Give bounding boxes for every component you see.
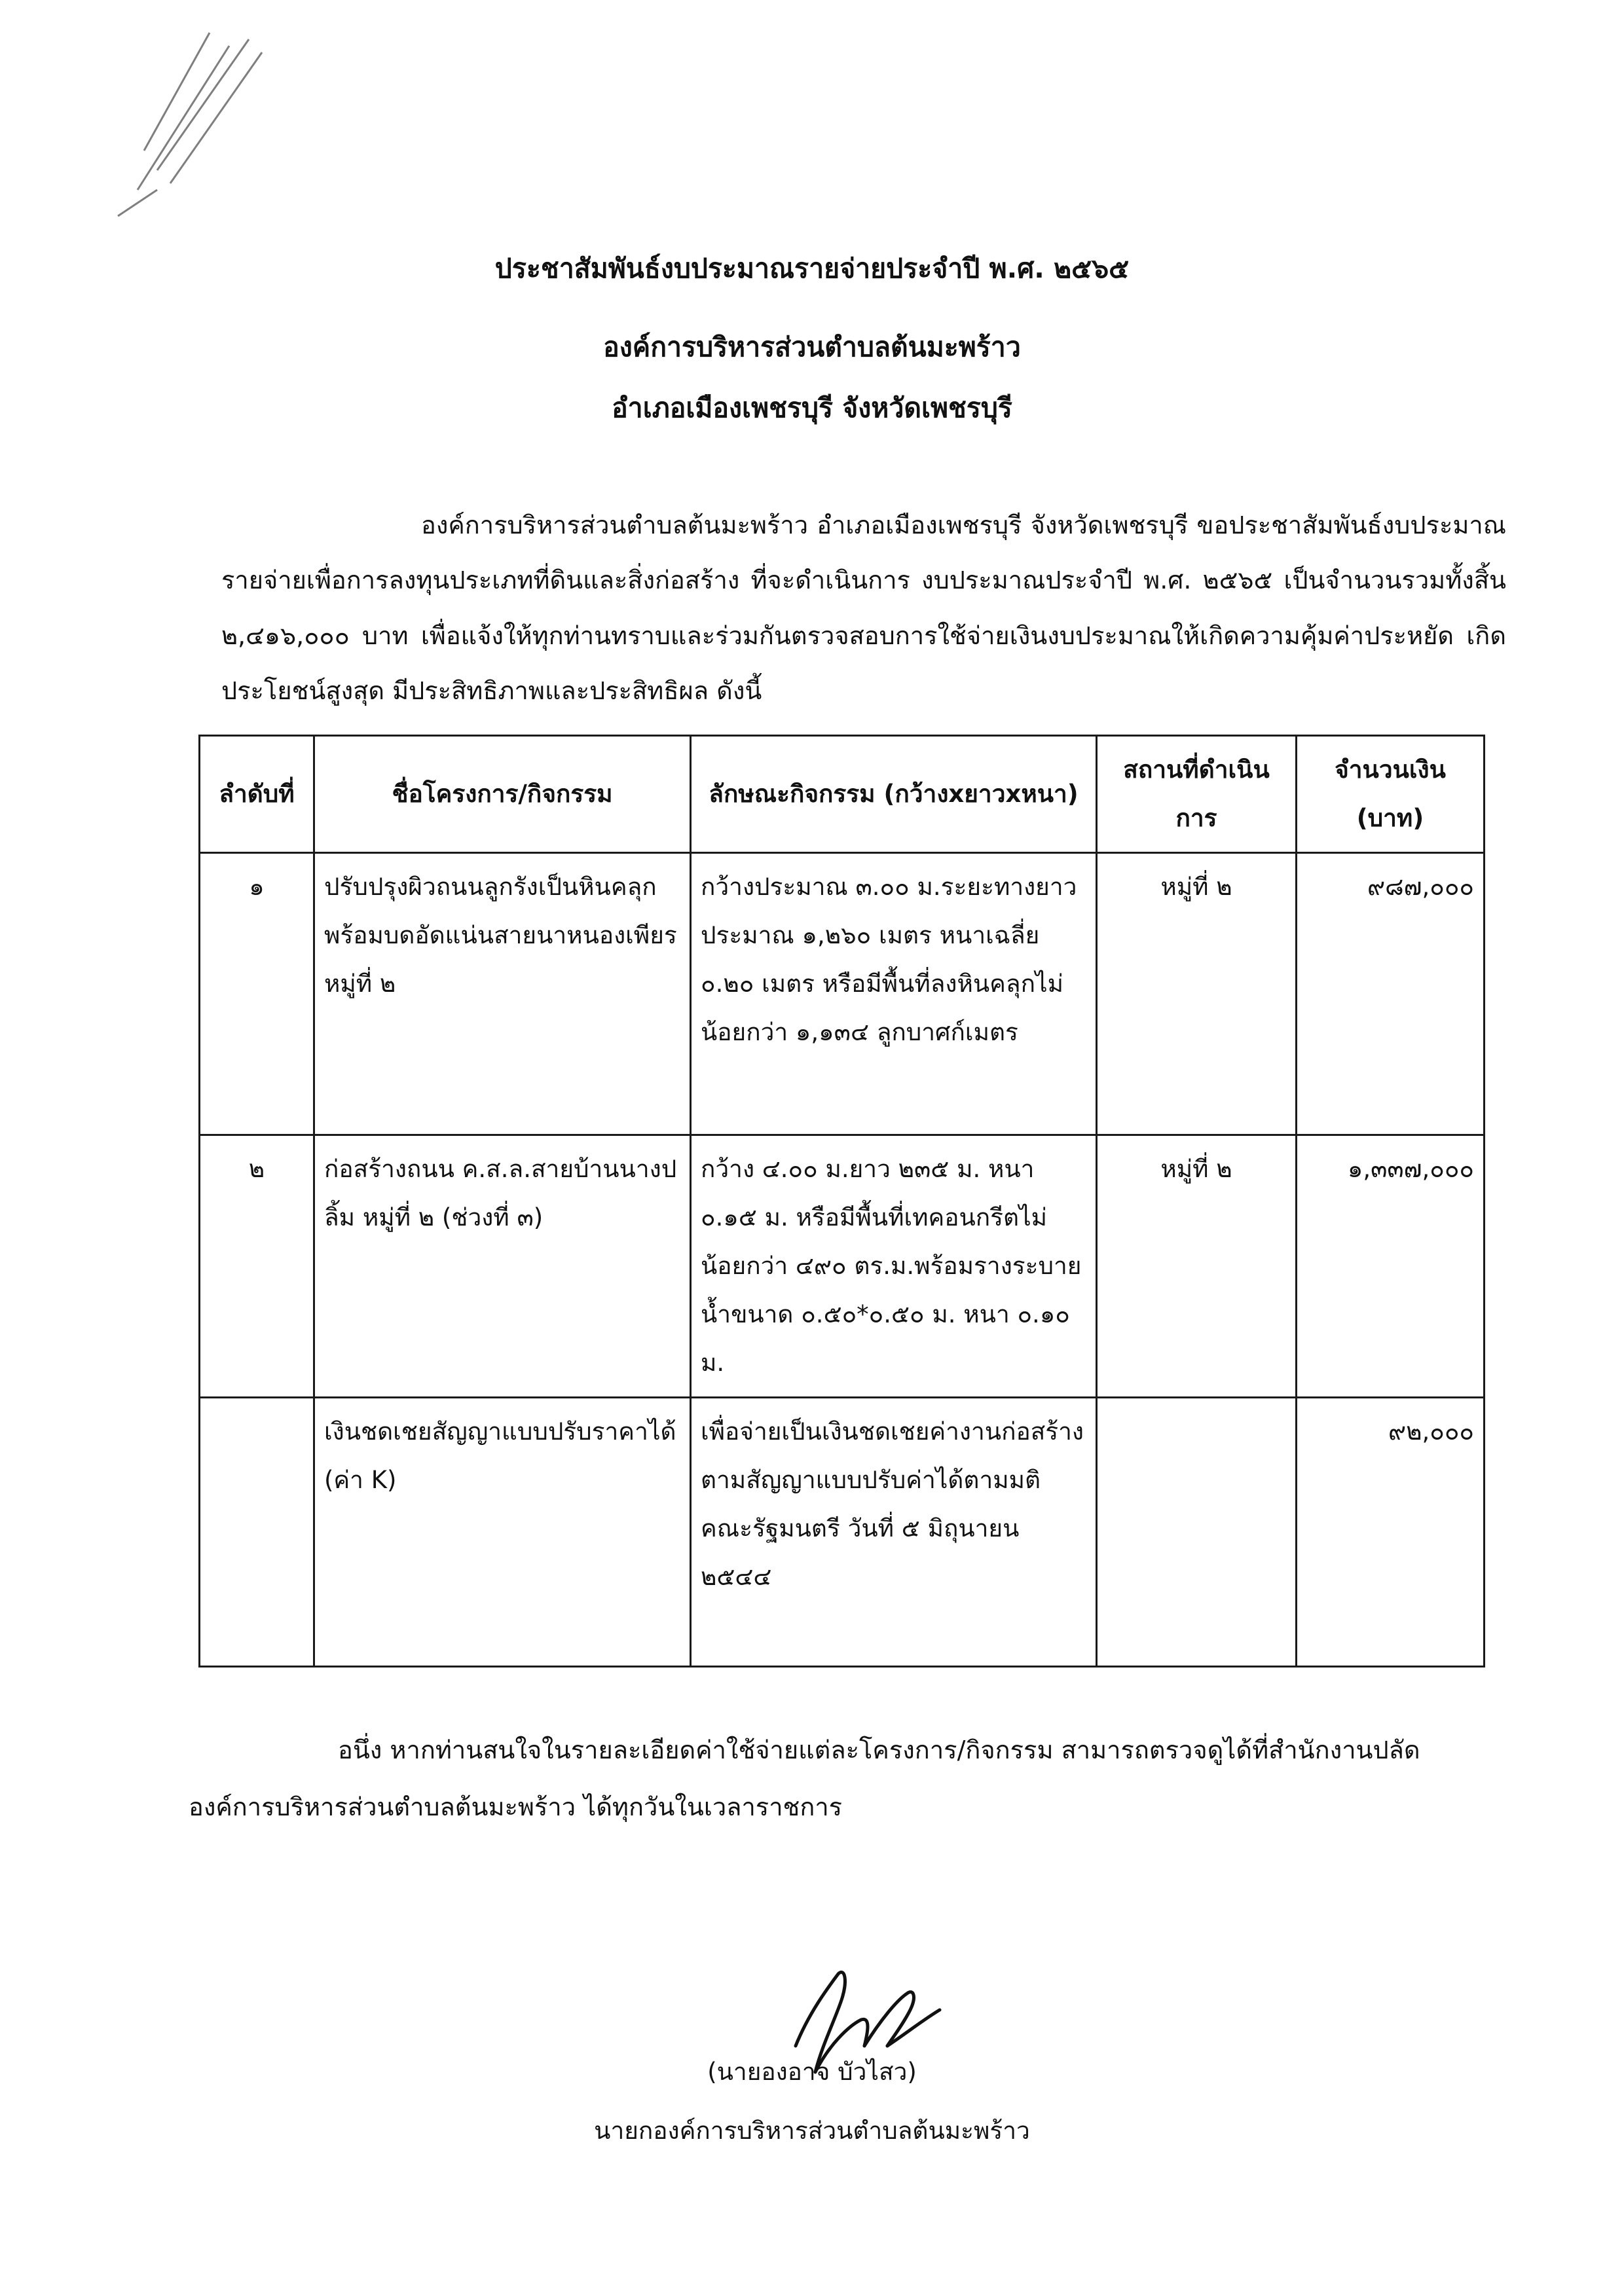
cell-no [200, 1398, 314, 1667]
cell-amount: ๙๒,๐๐๐ [1297, 1398, 1485, 1667]
cell-no: ๒ [200, 1135, 314, 1398]
intro-paragraph [221, 498, 1506, 718]
intro-text: องค์การบริหารส่วนตำบลต้นมะพร้าว อำเภอเมืองเพชรบุรี จังหวัดเพชรบุรี ขอประชาสัมพันธ์งบประมาณรายจ่ายเพื่อการลงทุนประเภทที่ดินและสิ่งก่อสร้าง ที่จะดำเนินการ งบประมาณประจำปี พ.ศ. ๒๕๖๕ เป็นจำนวนรวมทั้งสิ้น ๒,๔๑๖,๐๐๐ บาท เพื่อแจ้งให้ทุกท่านทราบและร่วมกันตรวจสอบการใช้จ่ายเงินงบประมาณให้เกิดความคุ้มค่าประหยัด เกิดประโยชน์สูงสุด มีประสิทธิภาพและประสิทธิผล ดังนี้ [221, 511, 1506, 706]
header-amount: จำนวนเงิน (บาท) [1297, 736, 1485, 853]
organization-name: องค์การบริหารส่วนตำบลต้นมะพร้าว [603, 331, 1021, 363]
table-row [200, 1398, 1485, 1667]
table-row [200, 853, 1485, 1135]
district-province: อำเภอเมืองเพชรบุรี จังหวัดเพชรบุรี [612, 392, 1012, 424]
signer-name: (นายองอาจ บัวไสว) [707, 2058, 917, 2086]
cell-amount: ๙๘๗,๐๐๐ [1297, 853, 1485, 1135]
cell-activity: เพื่อจ่ายเป็นเงินชดเชยค่างานก่อสร้างตามสัญญาแบบปรับค่าได้ตามมติคณะรัฐมนตรี วันที่ ๕ มิถุนายน ๒๕๔๔ [691, 1398, 1097, 1667]
closing-paragraph: อนึ่ง หากท่านสนใจในรายละเอียดค่าใช้จ่ายแต่ละโครงการ/กิจกรรม สามารถตรวจดูได้ที่สำนักงานปลัด องค์การบริหารส่วนตำบลต้นมะพร้าว ได้ทุกวันในเวลาราชการ [189, 1736, 1420, 1822]
header-project: ชื่อโครงการ/กิจกรรม [314, 736, 691, 853]
header-activity: ลักษณะกิจกรรม (กว้างxยาวxหนา) [691, 736, 1097, 853]
table-header-row [200, 736, 1485, 853]
cell-project: เงินชดเชยสัญญาแบบปรับราคาได้ (ค่า K) [314, 1398, 691, 1667]
cell-location: หมู่ที่ ๒ [1097, 1135, 1297, 1398]
cell-project: ปรับปรุงผิวถนนลูกรังเป็นหินคลุกพร้อมบดอัดแน่นสายนาหนองเพียร หมู่ที่ ๒ [314, 853, 691, 1135]
scan-smudge-mark [98, 20, 314, 242]
cell-location [1097, 1398, 1297, 1667]
cell-location: หมู่ที่ ๒ [1097, 853, 1297, 1135]
document-title: ประชาสัมพันธ์งบประมาณรายจ่ายประจำปี พ.ศ. ๒๕๖๕ [494, 253, 1130, 284]
cell-activity: กว้างประมาณ ๓.๐๐ ม.ระยะทางยาวประมาณ ๑,๒๖๐ เมตร หนาเฉลี่ย ๐.๒๐ เมตร หรือมีพื้นที่ลงหินคลุกไม่น้อยกว่า ๑,๑๓๔ ลูกบาศก์เมตร [691, 853, 1097, 1135]
cell-project: ก่อสร้างถนน ค.ส.ล.สายบ้านนางปลิ้ม หมู่ที่ ๒ (ช่วงที่ ๓) [314, 1135, 691, 1398]
cell-activity: กว้าง ๔.๐๐ ม.ยาว ๒๓๕ ม. หนา ๐.๑๕ ม. หรือมีพื้นที่เทคอนกรีตไม่น้อยกว่า ๔๙๐ ตร.ม.พร้อมรางระบายน้ำขนาด ๐.๕๐*๐.๕๐ ม. หนา ๐.๑๐ ม. [691, 1135, 1097, 1398]
table-row [200, 1135, 1485, 1398]
project-table [198, 735, 1485, 1667]
cell-no: ๑ [200, 853, 314, 1135]
header-location: สถานที่ดำเนินการ [1097, 736, 1297, 853]
signer-title: นายกองค์การบริหารส่วนตำบลต้นมะพร้าว [594, 2117, 1030, 2145]
header-no: ลำดับที่ [200, 736, 314, 853]
cell-amount: ๑,๓๓๗,๐๐๐ [1297, 1135, 1485, 1398]
